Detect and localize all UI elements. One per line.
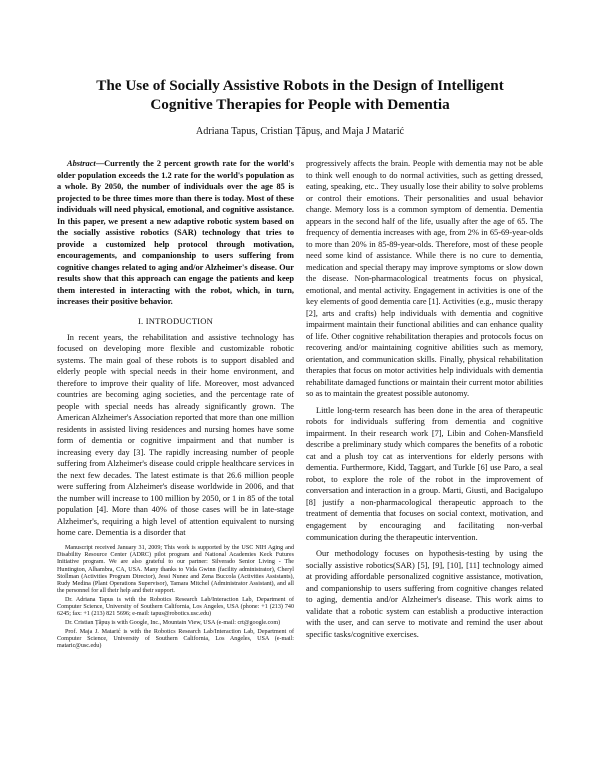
footnote-author-1: Dr. Adriana Tapus is with the Robotics Research Lab/Interaction Lab, Department of Computer Science, University of Southern California, Los Angeles, USA (phone: +1 (213) 740 6245; fax: +1 (213) 821 5696; e-mail: tapus@robotics.usc.edu) — [57, 596, 294, 618]
author-list: Adriana Tapus, Cristian Țăpuș, and Maja J Matarić — [195, 126, 405, 137]
body-paragraph-methodology: Our methodology focuses on hypothesis-testing by using the socially assistive robotics(SAR) [5], [9], [10], [11] technology aimed at providing affordable personalized cognitive assistance, motivation, and companionship to users suffering from cognitive changes related to aging, dementia and/or Alzheimer's disease. This work aims to validate that a robotic system can establish a productive interaction with the user, and can serve to motivate and remind the user about specific tasks/cognitive exercises. — [306, 549, 543, 639]
abstract — [57, 158, 294, 308]
footnotes — [57, 545, 294, 650]
title-line-2: Cognitive Therapies for People with Dementia — [150, 96, 450, 113]
section-heading-introduction: I. INTRODUCTION — [137, 315, 214, 326]
body-paragraph-related-work: Little long-term research has been done in the area of therapeutic robots for individuals suffering from dementia and cognitive impairment. In their research work [7], Libin and Cohen-Mansfield describe a preliminary study which compares the benefits of a robotic cat and a plush toy cat as interventions for elderly persons with dementia. Furthermore, Kidd, Taggart, and Turkle [6] use Paro, a seal robot, to explore the role of the robot in the improvement of conversation and interaction in a group. Marti, Giusti, and Bacigalupo [8] justify a non-pharmacological therapeutic approach to the treatment of dementia that focuses on social context, motivation, and engagement by encouraging and facilitating non-verbal communication during the therapeutic intervention. — [306, 405, 543, 542]
left-column — [57, 158, 294, 652]
intro-paragraph-1: In recent years, the rehabilitation and assistive technology has focused on developing more flexible and customizable robotic systems. The main goal of these robots is to support disabled and elderly people with special needs in their home environment, and therefore to improve their quality of life. Moreover, most advanced countries are becoming aging societies, and the percentage rate of people with special needs has already significantly grown. The American Alzheimer's Association reported that more than one million residents in assisted living residences and nursing homes have some form of dementia or cognitive impairment and that number is increasing every day [3]. The rapidly increasing number of people suffering from Alzheimer's disease could cripple healthcare services in the next few decades. The latest estimate is that 26.6 million people were suffering from Alzheimer's disease worldwide in 2006, and that the number will increase to 100 million by 2050, or 1 in 85 of the total population [4]. More than 40% of those cases will be in late-stage Alzheimer's, requiring a high level of attention equivalent to nursing home care. Dementia is a disorder that — [57, 332, 294, 538]
title-line-1: The Use of Socially Assistive Robots in the Design of Intelligent — [96, 77, 504, 94]
right-column — [306, 158, 543, 640]
footnote-author-2: Dr. Cristian Țăpuș is with Google, Inc., Mountain View, USA (e-mail: crt@google.com) — [65, 620, 281, 627]
footnote-author-3: Prof. Maja J. Matarić is with the Robotics Research Lab/Interaction Lab, Department of Computer Science, University of Southern California, Los Angeles, USA (e-mail: mataric@usc.edu) — [57, 628, 294, 650]
paper-title — [40, 76, 560, 114]
body-paragraph-dementia: progressively affects the brain. People with dementia may not be able to think well enough to do normal activities, such as getting dressed, eating, speaking, etc.. They usually lose their ability to solve problems or control their emotions. Their personalities and usual behavior change. Memory loss is a common symptom of dementia. Dementia appears in the second half of the life, usually after the age of 65. The frequency of dementia increases with age, from 2% in 65-69-year-olds to more than 20% in 85-89-year-olds. Therefore, most of these people need some kind of assistance. While there is no cure to dementia, medication and special therapy may improve symptoms or slow down the disease. Non-pharmacological treatments focus on physical, emotional, and mental activity. Engagement in activities is one of the key elements of good dementia care [1]. Activities (e.g., music therapy [2], arts and crafts) help individuals with dementia and cognitive impairment maintain their functional abilities and can enhance quality of life. Other cognitive rehabilitation therapies and protocols focus on recovering and/or maintaining cognitive abilities such as memory, orientation, and communication skills. Finally, physical rehabilitation therapies that focus on motor activities help individuals with dementia rehabilitate damaged functions or maintain their current motor abilities so as to maintain the greatest possible autonomy. — [306, 159, 543, 399]
abstract-text: —Currently the 2 percent growth rate for the world's older population exceeds the 1.2 rate for the world's population as a whole. By 2050, the number of individuals over the age 85 is projected to be three times more than there is today. Most of these individuals will need physical, emotional, and cognitive assistance. In this paper, we present a new adaptive robotic system based on the socially assistive robotics (SAR) technology that tries to provide a customized help protocol through motivation, encouragements, and companionship to users suffering from cognitive changes related to aging and/or Alzheimer's disease. Our results show that this approach can engage the patients and keep them interested in interacting with the robot, which, in turn, increases their positive behavior. — [57, 159, 294, 307]
footnote-manuscript: Manuscript received January 31, 2009; This work is supported by the USC NIH Aging and Disability Resource Center (ADRC) pilot program and National Academies Keck Futures Initiative program. We are also grateful to our partner: Silverado Senior Living - The Huntington, Alhambra, CA, USA. Many thanks to Vida Gwinn (facility administrator), Cheryl Stollman (Activities Program Director), Jessi Nunez and Zena Buccola (Activities Assistants), Rudy Medina (Plant Operations Supervisor), Tamara Mitchel (Administrator Assistant), and all the personnel for all their help and their support. — [57, 544, 294, 595]
abstract-label: Abstract — [67, 159, 96, 168]
